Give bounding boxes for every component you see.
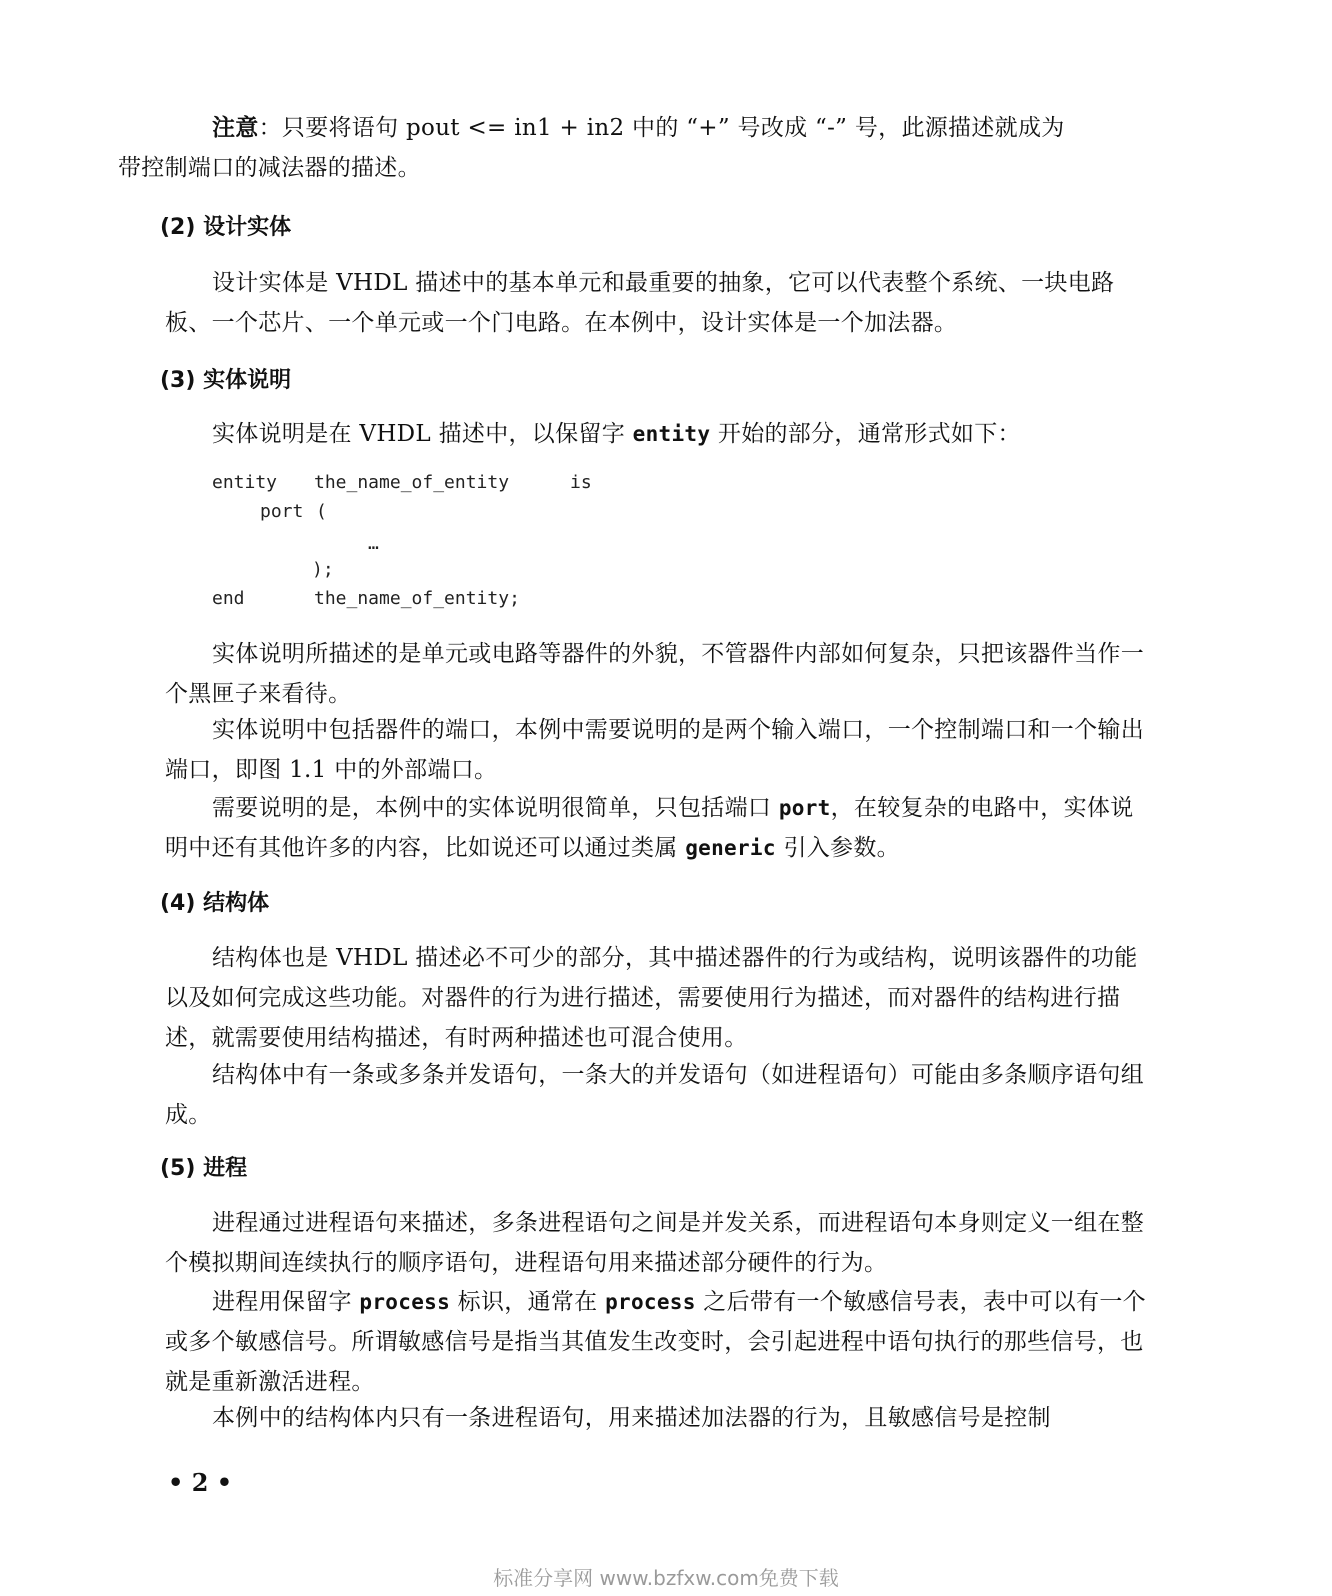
section-3-paragraph-1: 实体说明所描述的是单元或电路等器件的外貌，不管器件内部如何复杂，只把该器件当作一个黑匣子来看待。 — [165, 641, 1144, 707]
section-3-paragraph-3 — [165, 788, 1150, 868]
section-5-paragraph-3: 本例中的结构体内只有一条进程语句，用来描述加法器的行为，且敏感信号是控制 — [212, 1405, 1051, 1431]
generic-keyword: generic — [685, 836, 776, 860]
intro-text-b: 开始的部分，通常形式如下： — [710, 421, 1021, 447]
intro-text-a: 实体说明是在 VHDL 描述中，以保留字 — [212, 421, 633, 447]
process-keyword-1: process — [359, 1290, 451, 1314]
note-paragraph — [118, 108, 1150, 188]
code-entity-name: the_name_of_entity — [314, 472, 510, 493]
section-3-heading: (3) 实体说明 — [160, 368, 292, 393]
code-port-kw: port — [260, 501, 304, 522]
entity-keyword: entity — [632, 422, 711, 446]
section-5-paragraph-1: 进程通过进程语句来描述，多条进程语句之间是并发关系，而进程语句本身则定义一组在整个模拟期间连续执行的顺序语句，进程语句用来描述部分硬件的行为。 — [165, 1210, 1144, 1276]
process-keyword-2: process — [605, 1290, 696, 1314]
para3-text-a: 需要说明的是，本例中的实体说明很简单，只包括端口 — [212, 795, 779, 821]
para3-text-b: ，在较复杂的电路中，实体说明中还有其他许多的内容，比如说还可以通过类属 — [165, 795, 1134, 861]
note-line2: 带控制端口的减法器的描述。 — [118, 155, 421, 181]
section-4-paragraph-2: 结构体中有一条或多条并发语句，一条大的并发语句（如进程语句）可能由多条顺序语句组成。 — [165, 1062, 1144, 1128]
section-3-paragraph-2: 实体说明中包括器件的端口，本例中需要说明的是两个输入端口，一个控制端口和一个输出端口，即图 1.1 中的外部端口。 — [165, 717, 1144, 783]
sec5-para2-text-c: 之后带有一个敏感信号表，表中可以有一个或多个敏感信号。所谓敏感信号是指当其值发生改变时，会引起进程中语句执行的那些信号，也就是重新激活进程。 — [165, 1289, 1146, 1395]
section-4-heading: (4) 结构体 — [160, 891, 270, 916]
code-open-paren: ( — [316, 501, 327, 522]
section-2-paragraph: 设计实体是 VHDL 描述中的基本单元和最重要的抽象，它可以代表整个系统、一块电路板、一个芯片、一个单元或一个门电路。在本例中，设计实体是一个加法器。 — [165, 270, 1115, 336]
note-label: 注意 — [212, 115, 259, 141]
section-2-heading: (2) 设计实体 — [160, 215, 292, 240]
sec5-para2-text-b: 标识，通常在 — [450, 1289, 606, 1315]
section-4-paragraph-1: 结构体也是 VHDL 描述必不可少的部分，其中描述器件的行为或结构，说明该器件的功能以及如何完成这些功能。对器件的行为进行描述，需要使用行为描述，而对器件的结构进行描述，就需要使用结构描述，有时两种描述也可混合使用。 — [165, 945, 1138, 1051]
code-is-kw: is — [570, 472, 592, 493]
para3-text-c: 引入参数。 — [775, 835, 900, 861]
code-end-name: the_name_of_entity; — [314, 588, 520, 609]
section-5-paragraph-2 — [165, 1282, 1150, 1402]
code-ellipsis: … — [368, 533, 379, 554]
note-line1: ：只要将语句 pout <= in1 + in2 中的 “+” 号改成 “-” 号，此源描述就成为 — [258, 115, 1065, 141]
section-3-intro — [165, 414, 1150, 454]
sec5-para2-text-a: 进程用保留字 — [212, 1289, 360, 1315]
code-entity-kw: entity — [212, 472, 278, 493]
page-number: • 2 • — [168, 1468, 233, 1497]
code-end-kw: end — [212, 588, 245, 609]
code-close-paren: ); — [312, 559, 334, 580]
footer-watermark: 标准分享网 www.bzfxw.com免费下载 — [493, 1566, 839, 1590]
port-keyword: port — [778, 796, 831, 820]
section-5-heading: (5) 进程 — [160, 1156, 248, 1181]
